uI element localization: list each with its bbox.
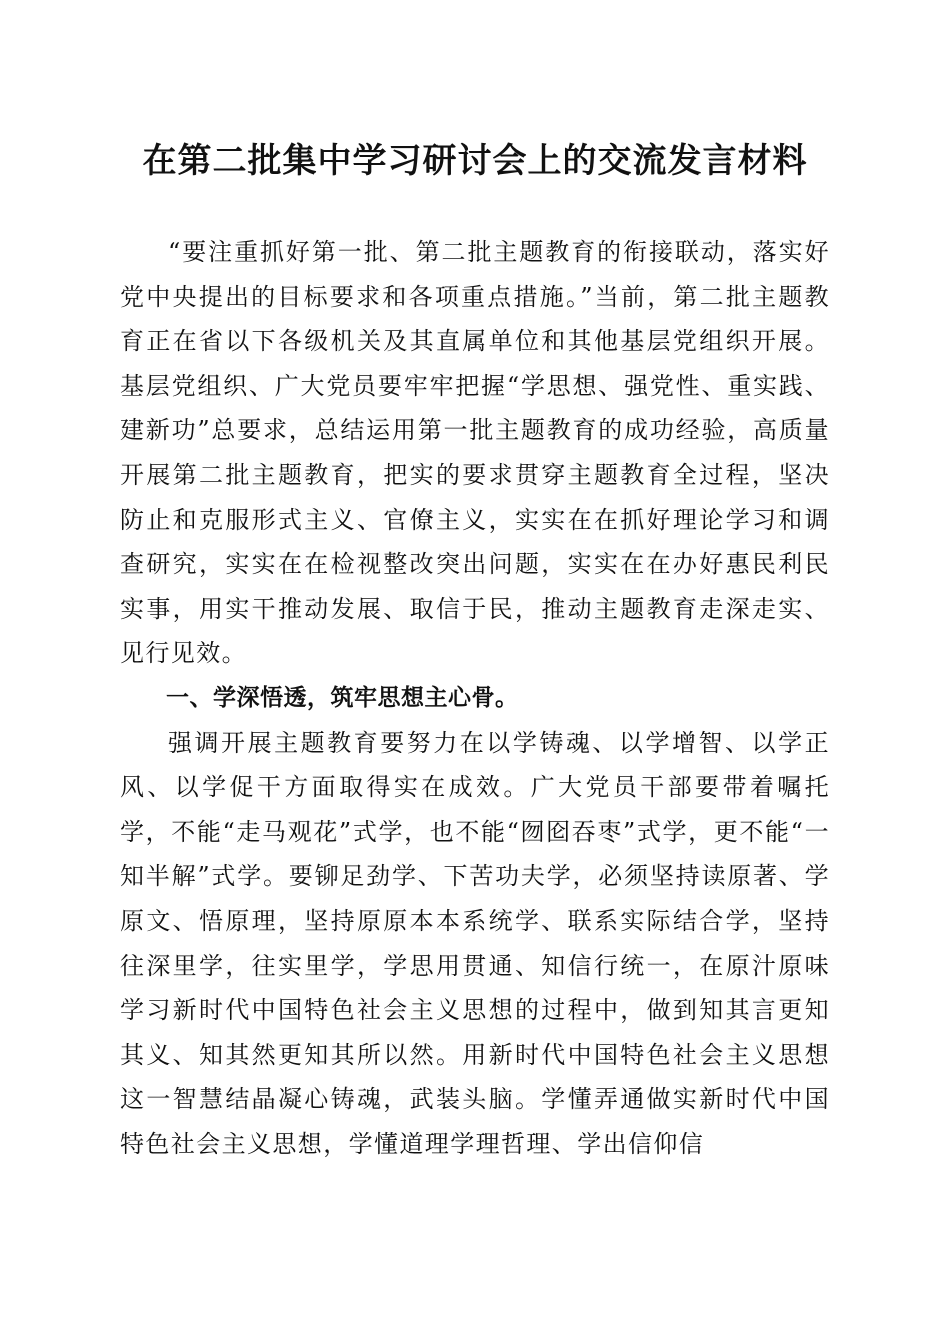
section-1-paragraph: 强调开展主题教育要努力在以学铸魂、以学增智、以学正风、以学促干方面取得实在成效。广大党员干部要带着嘱托学，不能“走马观花”式学，也不能“囫囵吞枣”式学，更不能“一知半解”式学。要铆足劲学、下苦功夫学，必须坚持读原著、学原文、悟原理，坚持原原本本系统学、联系实际结合学，坚持往深里学，往实里学，学思用贯通、知信行统一，在原汁原味学习新时代中国特色社会主义思想的过程中，做到知其言更知其义、知其然更知其所以然。用新时代中国特色社会主义思想这一智慧结晶凝心铸魂，武装头脑。学懂弄通做实新时代中国特色社会主义思想，学懂道理学理哲理、学出信仰信 xyxy=(120,728,830,1158)
document-body xyxy=(120,230,830,1166)
section-heading-1: 一、学深悟透，筑牢思想主心骨。 xyxy=(166,684,519,711)
intro-paragraph: “要注重抓好第一批、第二批主题教育的衔接联动，落实好党中央提出的目标要求和各项重点措施。”当前，第二批主题教育正在省以下各级机关及其直属单位和其他基层党组织开展。基层党组织、广大党员要牢牢把握“学思想、强党性、重实践、建新功”总要求，总结运用第一批主题教育的成功经验，高质量开展第二批主题教育，把实的要求贯穿主题教育全过程，坚决防止和克服形式主义、官僚主义，实实在在抓好理论学习和调查研究，实实在在检视整改突出问题，实实在在办好惠民利民实事，用实干推动发展、取信于民，推动主题教育走深走实、见行见效。 xyxy=(120,238,830,668)
document-title: 在第二批集中学习研讨会上的交流发言材料 xyxy=(142,141,808,181)
